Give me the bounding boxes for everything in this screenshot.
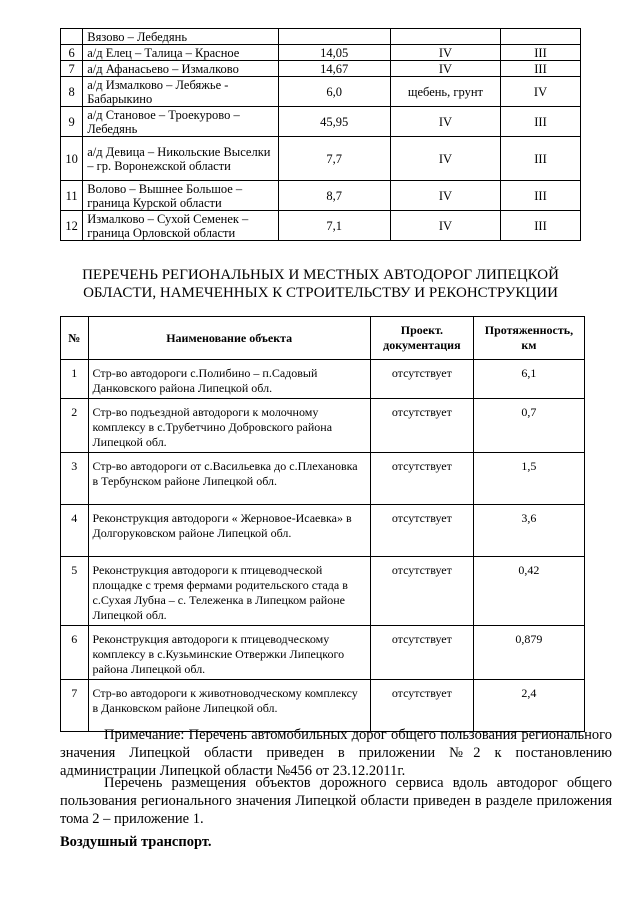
row-number-cell: 9 [61,107,83,137]
row-number-cell [61,29,83,45]
note-paragraph [60,726,612,780]
length-cell: 0,879 [473,626,584,680]
table-row [61,137,581,181]
length-cell: 1,5 [473,453,584,505]
service-note-text: Перечень размещения объектов дорожного сервиса вдоль автодорог общего пользования регионального значения Липецкой области приведен в разделе приложения тома 2 – приложение 1. [60,775,612,827]
row-number-cell: 12 [61,211,83,241]
documentation-cell: отсутствует [370,505,473,557]
table-header-row [61,317,585,360]
heading-line: ПЕРЕЧЕНЬ РЕГИОНАЛЬНЫХ И МЕСТНЫХ АВТОДОРОГ ЛИПЕЦКОЙ [82,267,559,283]
road-name-cell: Измалково – Сухой Семенек – граница Орловской области [83,211,278,241]
row-number-cell: 6 [61,45,83,61]
section-heading [60,266,581,302]
object-name-cell: Стр-во автодороги от с.Васильевка до с.Плехановка в Тербунском районе Липецкой обл. [88,453,370,505]
road-name-cell: а/д Елец – Талица – Красное [83,45,278,61]
documentation-cell: отсутствует [370,626,473,680]
service-note-paragraph [60,774,612,828]
table-row [61,453,585,505]
table-row [61,211,581,241]
object-number-cell: 1 [61,360,89,399]
length-cell: 7,7 [278,137,390,181]
table-row [61,399,585,453]
object-name-cell: Реконструкция автодороги к птицеводческой площадке с тремя фермами родительского стада в с.Сухая Лубна – с. Тележенка в Липецком районе Липецкой обл. [88,557,370,626]
category-cell: IV [390,107,500,137]
road-name-cell: а/д Измалково – Лебяжье - Бабарыкино [83,77,278,107]
length-cell: 45,95 [278,107,390,137]
length-cell [278,29,390,45]
table-row [61,360,585,399]
row-number-cell: 8 [61,77,83,107]
documentation-cell: отсутствует [370,680,473,732]
object-number-cell: 2 [61,399,89,453]
object-name-cell: Стр-во подъездной автодороги к молочному комплексу в с.Трубетчино Добровского района Липецкой обл. [88,399,370,453]
length-cell: 0,42 [473,557,584,626]
length-cell: 6,1 [473,360,584,399]
table-row [61,29,581,45]
category-cell: IV [390,45,500,61]
table-row [61,626,585,680]
table-row [61,505,585,557]
length-cell: 3,6 [473,505,584,557]
documentation-cell: отсутствует [370,557,473,626]
category-cell: щебень, грунт [390,77,500,107]
object-name-cell: Реконструкция автодороги к птицеводческому комплексу в с.Кузьминские Отвержки Липецкого района Липецкой обл. [88,626,370,680]
length-cell: 14,05 [278,45,390,61]
header-number: № [61,317,89,360]
category-cell: III [501,61,581,77]
row-number-cell: 11 [61,181,83,211]
roads-table-continuation [60,28,581,241]
construction-table-body [61,360,585,732]
category-cell: IV [390,137,500,181]
length-cell: 7,1 [278,211,390,241]
table-row [61,77,581,107]
road-name-cell: а/д Становое – Троекурово – Лебедянь [83,107,278,137]
length-cell: 6,0 [278,77,390,107]
table-row [61,557,585,626]
roads-table-body [61,29,581,241]
table-row [61,107,581,137]
category-cell [501,29,581,45]
category-cell: IV [390,181,500,211]
header-length: Протяженность, км [473,317,584,360]
category-cell: III [501,45,581,61]
row-number-cell: 10 [61,137,83,181]
object-number-cell: 3 [61,453,89,505]
road-name-cell: а/д Девица – Никольские Выселки – гр. Воронежской области [83,137,278,181]
documentation-cell: отсутствует [370,399,473,453]
heading-line: ОБЛАСТИ, НАМЕЧЕННЫХ К СТРОИТЕЛЬСТВУ И РЕКОНСТРУКЦИИ [83,285,558,301]
road-name-cell: а/д Афанасьево – Измалково [83,61,278,77]
category-cell: III [501,137,581,181]
object-number-cell: 7 [61,680,89,732]
object-name-cell: Стр-во автодороги к животноводческому комплексу в Данковском районе Липецкой обл. [88,680,370,732]
length-cell: 0,7 [473,399,584,453]
category-cell: IV [501,77,581,107]
category-cell: IV [390,61,500,77]
category-cell: III [501,107,581,137]
object-name-cell: Стр-во автодороги с.Полибино – п.Садовый Данковского района Липецкой обл. [88,360,370,399]
header-documentation: Проект. документация [370,317,473,360]
note-text: Примечание: Перечень автомобильных дорог общего пользования регионального значения Липецкой области приведен в приложении №2 к постановлению администрации Липецкой области №456 от 23.12.2011г. [60,727,612,779]
object-name-cell: Реконструкция автодороги « Жерновое-Исаевка» в Долгоруковском районе Липецкой обл. [88,505,370,557]
category-cell: IV [390,211,500,241]
length-cell: 2,4 [473,680,584,732]
documentation-cell: отсутствует [370,360,473,399]
header-name: Наименование объекта [88,317,370,360]
object-number-cell: 6 [61,626,89,680]
construction-table [60,316,585,732]
length-cell: 8,7 [278,181,390,211]
table-row [61,61,581,77]
category-cell: III [501,181,581,211]
table-row [61,680,585,732]
object-number-cell: 5 [61,557,89,626]
category-cell [390,29,500,45]
length-cell: 14,67 [278,61,390,77]
table-row [61,45,581,61]
air-transport-heading: Воздушный транспорт. [60,834,212,850]
row-number-cell: 7 [61,61,83,77]
table-row [61,181,581,211]
object-number-cell: 4 [61,505,89,557]
road-name-cell: Вязово – Лебедянь [83,29,278,45]
category-cell: III [501,211,581,241]
road-name-cell: Волово – Вышнее Большое – граница Курской области [83,181,278,211]
documentation-cell: отсутствует [370,453,473,505]
